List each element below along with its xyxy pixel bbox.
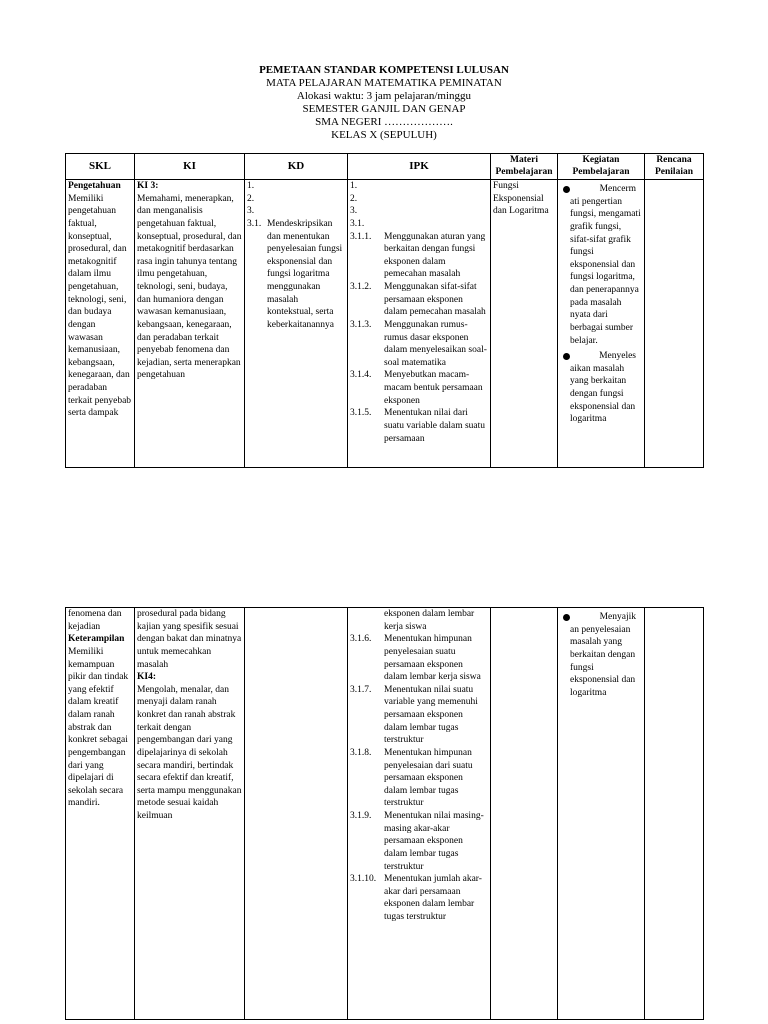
item-text [384,193,488,206]
col-kd: KD [245,154,348,180]
list-item [350,608,488,633]
item-text: Menggunakan sifat-sifat persamaan eksponen dalam pemecahan masalah [384,282,486,318]
item-number: 3.1.9. [350,811,372,821]
class-line: KELAS X (SEPULUH) [331,128,437,141]
list-item [350,633,488,684]
item-number [350,608,384,633]
list-item [247,180,345,193]
item-text: Menggunakan rumus-rumus dasar eksponen dalam menyelesaikan soal-soal matematika [384,319,487,368]
bullet-body-text: ati pengertian fungsi, mengamati grafik fungsi, sifat-sifat grafik fungsi eksponensial dan fungsi logaritma, dan penerapannya pada masalah nyata dari berbagai sumber belajar. [570,196,641,346]
ki-heading: KI 3: [137,181,159,191]
item-number: 3.1.2. [350,282,372,292]
item-number: 3.1.10. [350,874,377,885]
table-header-row [66,154,704,180]
materi-cell [491,608,558,1020]
item-number: 2. [350,193,358,204]
list-item [350,180,488,193]
item-number: 3. [350,206,358,217]
ki-text: Mengolah, menalar, dan menyaji dalam ranah konkret dan ranah abstrak terkait dengan pengembangan dari yang dipelajarinya di sekolah secara mandiri, bertindak secara efektif dan kreatif, serta mampu menggunakan metode sesuai kaidah keilmuan [137,684,242,821]
ki-text-continued: prosedural pada bidang kajian yang spesifik sesuai dengan bakat dan minatnya untuk memecahkan masalah [137,609,242,670]
item-text [267,180,345,193]
ki-cell [135,608,245,1020]
item-text: Menggunakan aturan yang berkaitan dengan fungsi eksponen dalam pemecahan masalah [384,231,486,280]
item-number: 2. [247,193,255,204]
kd-cell [245,608,348,1020]
item-text: Menentukan nilai dari suatu variable dalam suatu persamaan [384,408,486,444]
subject-line: MATA PELAJARAN MATEMATIKA PEMINATAN [266,76,502,89]
list-item [350,218,488,231]
school-line: SMA NEGERI ………………. [315,115,453,128]
bullet-head-text: Menyeles [599,351,636,362]
list-item [350,407,488,445]
list-item [247,218,345,332]
kegiatan-list [560,611,642,699]
item-text [384,218,488,231]
item-text: Menyebutkan macam-macam bentuk persamaan eksponen [384,370,483,406]
semester-line: SEMESTER GANJIL DAN GENAP [302,102,466,115]
item-text [267,193,345,206]
item-number: 3.1.6. [350,634,372,645]
col-materi: Materi Pembelajaran [491,154,558,180]
item-text: eksponen dalam lembar kerja siswa [384,609,475,632]
item-number: 3.1. [247,218,262,229]
item-text: Menentukan himpunan penyelesaian dari suatu persamaan eksponen dalam lembar tugas terstruktur [384,747,473,809]
list-item [350,281,488,319]
list-item [350,873,488,924]
item-number: 3.1.1. [350,231,372,242]
item-number: 3.1. [350,218,365,229]
col-kegiatan: Kegiatan Pembelajaran [558,154,645,180]
bullet-head-text: Mencerm [599,184,636,194]
col-skl: SKL [66,154,135,180]
skl-heading: Keterampilan [68,634,125,645]
kegiatan-cell [558,180,645,468]
bullet-body-text: aikan masalah yang berkaitan dengan fungsi eksponensial dan logaritma [570,363,636,425]
item-text [267,205,345,218]
table-row [66,608,704,1020]
list-item [350,747,488,810]
item-text [384,205,488,218]
skl-cell [66,608,135,1020]
item-text: Menentukan himpunan penyelesaian suatu persamaan eksponen dalam lembar kerja siswa [384,634,481,683]
bullet-body-text: an penyelesaian masalah yang berkaitan dengan fungsi eksponensial dan logaritma [570,624,636,698]
kegiatan-cell [558,608,645,1020]
item-text: Mendeskripsikan dan menentukan penyelesaian fungsi eksponensial dan fungsi logaritma menggunakan masalah kontekstual, serta keberkaitanannya [267,218,343,330]
col-ki: KI [135,154,245,180]
bullet-item [560,611,642,624]
ipk-list [350,180,488,445]
kd-list [247,180,345,332]
col-ipk: IPK [348,154,491,180]
bullet-icon [563,186,570,193]
materi-cell [491,180,558,468]
skl-heading: Pengetahuan [68,181,121,191]
materi-text: Fungsi Eksponensial dan Logaritma [493,181,549,217]
list-item [350,193,488,206]
table-row [66,180,704,468]
list-item [350,369,488,407]
list-item [350,810,488,873]
list-item [350,231,488,282]
penilaian-cell [645,608,704,1020]
ki-text: Memahami, menerapkan, dan menganalisis pengetahuan faktual, konseptual, prosedural, dan metakognitif berdasarkan rasa ingin tahunya tentang ilmu pengetahuan, teknologi, seni, budaya, dan humaniora dengan wawasan kemanusiaan, kebangsaan, kenegaraan, dan peradaban terkait penyebab fenomena dan kejadian, serta menerapkan pengetahuan [137,193,242,381]
document-title: PEMETAAN STANDAR KOMPETENSI LULUSAN [259,64,509,76]
item-number: 3. [247,206,255,217]
item-number: 3.1.8. [350,747,372,758]
item-text [384,180,488,193]
kegiatan-list [560,183,642,426]
item-number: 1. [350,181,358,191]
item-number: 3.1.3. [350,319,372,330]
item-number: 3.1.4. [350,370,372,381]
list-item [350,684,488,747]
ki-heading: KI4: [137,672,156,683]
item-number: 3.1.7. [350,684,372,695]
bullet-icon [563,614,570,621]
list-item [247,205,345,218]
item-text: Menentukan jumlah akar-akar dari persamaan eksponen dalam lembar tugas terstruktur [384,874,482,922]
document-header [0,64,768,142]
bullet-head-text: Menyajik [599,612,636,622]
ipk-cell [348,180,491,468]
item-text: Menentukan nilai suatu variable yang memenuhi persamaan eksponen dalam lembar tugas terstruktur [384,684,478,746]
bullet-icon [563,353,570,360]
skl-text: Memiliki kemampuan pikir dan tindak yang efektif dalam kreatif dalam ranah abstrak dan konkret sebagai pengembangan dari yang dipelajari di sekolah secara mandiri. [68,646,129,809]
item-number: 3.1.5. [350,408,372,419]
skl-cell [66,180,135,468]
competency-table-part1 [65,153,704,468]
list-item [350,319,488,370]
penilaian-cell [645,180,704,468]
item-text: Menentukan nilai masing-masing akar-akar persamaan eksponen dalam lembar tugas terstruktur [384,811,484,872]
skl-text-continued: fenomena dan kejadian [68,609,122,632]
item-number: 1. [247,181,255,191]
time-allocation: Alokasi waktu: 3 jam pelajaran/minggu [296,89,472,102]
ipk-list [350,608,488,924]
ki-cell [135,180,245,468]
competency-table-part2 [65,607,704,1020]
ipk-cell [348,608,491,1020]
bullet-item [560,183,642,196]
col-penilaian: Rencana Penilaian [645,154,704,180]
list-item [350,205,488,218]
kd-cell [245,180,348,468]
skl-text: Memiliki pengetahuan faktual, konseptual, prosedural, dan metakognitif dalam ilmu pengetahuan, teknologi, seni, dan budaya dengan wawasan kemanusiaan, kebangsaan, kenegaraan, dan peradaban terkait penyebab serta dampak [68,193,132,419]
list-item [247,193,345,206]
bullet-item [560,350,642,363]
